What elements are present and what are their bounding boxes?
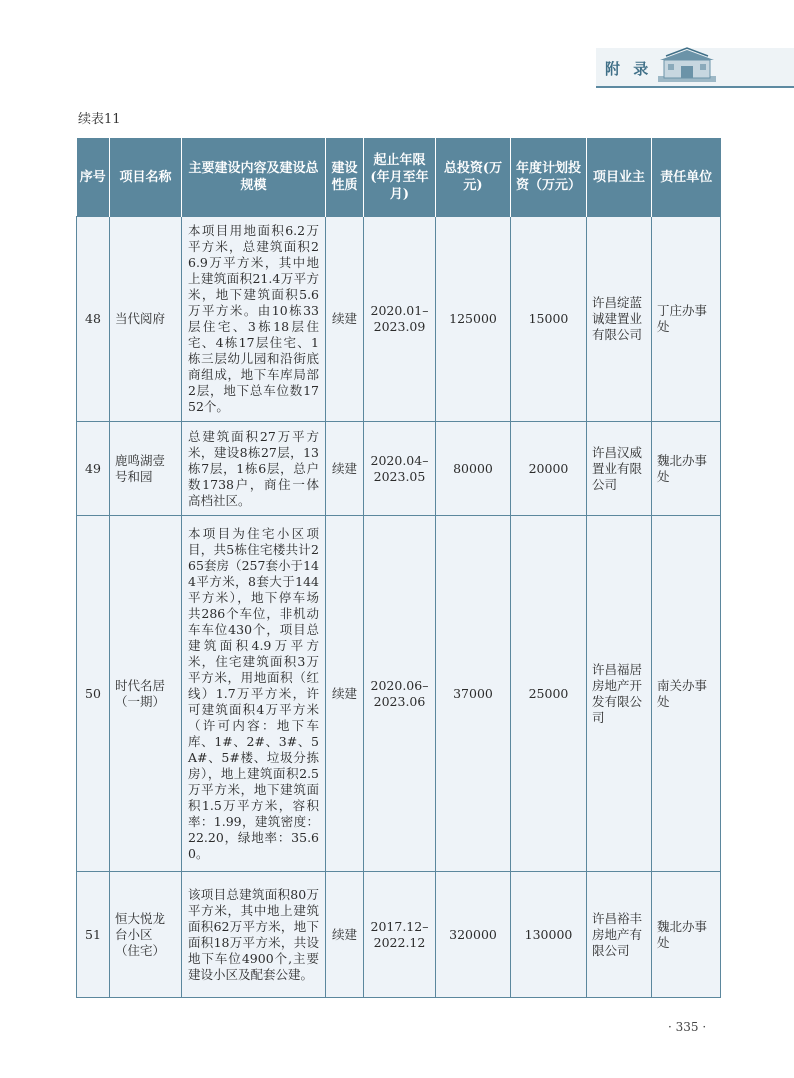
annual-investment: 25000 bbox=[511, 516, 587, 872]
project-period: 2020.04–2023.05 bbox=[364, 422, 436, 516]
project-description: 本项目为住宅小区项目，共5栋住宅楼共计265套房（257套小于144平方米，8套大于144平方米），地下停车场共286个车位，非机动车车位430个，项目总建筑面积4.9万平方米，住宅建筑面积3万平方米，用地面积（红线）1.7万平方米，许可建筑面积4万平方米（许可内容：地下车库、1#、2#、3#、5A#、5#楼、垃圾分拣房），地上建筑面积2.5万平方米，地下建筑面积1.5万平方米，容积率：1.99，建筑密度：22.20，绿地率：35.60。 bbox=[182, 516, 326, 872]
construction-type: 续建 bbox=[326, 422, 364, 516]
project-period: 2020.01–2023.09 bbox=[364, 217, 436, 422]
project-owner: 许昌裕丰房地产有限公司 bbox=[587, 872, 652, 998]
responsible-unit: 魏北办事处 bbox=[652, 872, 721, 998]
row-number: 51 bbox=[77, 872, 110, 998]
total-investment: 125000 bbox=[436, 217, 511, 422]
construction-type: 续建 bbox=[326, 872, 364, 998]
project-owner: 许昌绽蓝诚建置业有限公司 bbox=[587, 217, 652, 422]
project-description: 总建筑面积27万平方米，建设8栋27层，13栋7层，1栋6层，总户数1738户，商住一体高档社区。 bbox=[182, 422, 326, 516]
responsible-unit: 丁庄办事处 bbox=[652, 217, 721, 422]
header-cell: 年度计划投资（万元） bbox=[511, 138, 587, 217]
project-period: 2017.12–2022.12 bbox=[364, 872, 436, 998]
project-name: 时代名居（一期） bbox=[110, 516, 182, 872]
header-cell: 主要建设内容及建设总规模 bbox=[182, 138, 326, 217]
project-name: 当代阅府 bbox=[110, 217, 182, 422]
gate-illustration-icon bbox=[656, 46, 718, 84]
section-title: 附 录 bbox=[605, 60, 653, 78]
project-period: 2020.06–2023.06 bbox=[364, 516, 436, 872]
total-investment: 37000 bbox=[436, 516, 511, 872]
total-investment: 320000 bbox=[436, 872, 511, 998]
header-cell: 责任单位 bbox=[652, 138, 721, 217]
header-cell: 起止年限(年月至年月) bbox=[364, 138, 436, 217]
annual-investment: 130000 bbox=[511, 872, 587, 998]
row-number: 49 bbox=[77, 422, 110, 516]
construction-type: 续建 bbox=[326, 516, 364, 872]
table-row bbox=[77, 422, 721, 516]
table-header-row bbox=[77, 138, 721, 217]
header-cell: 序号 bbox=[77, 138, 110, 217]
total-investment: 80000 bbox=[436, 422, 511, 516]
project-name: 恒大悦龙台小区（住宅） bbox=[110, 872, 182, 998]
row-number: 50 bbox=[77, 516, 110, 872]
table-row bbox=[77, 217, 721, 422]
project-owner: 许昌汉威置业有限公司 bbox=[587, 422, 652, 516]
project-table bbox=[76, 138, 721, 998]
responsible-unit: 魏北办事处 bbox=[652, 422, 721, 516]
responsible-unit: 南关办事处 bbox=[652, 516, 721, 872]
header-cell: 建设性质 bbox=[326, 138, 364, 217]
project-description: 本项目用地面积6.2万平方米，总建筑面积26.9万平方米，其中地上建筑面积21.4万平方米，地下建筑面积5.6万平方米。由10栋33层住宅、3栋18层住宅、4栋17层住宅、1栋三层幼儿园和沿街底商组成，地下车库局部2层，地下总车位数1752个。 bbox=[182, 217, 326, 422]
construction-type: 续建 bbox=[326, 217, 364, 422]
project-owner: 许昌福居房地产开发有限公司 bbox=[587, 516, 652, 872]
project-description: 该项目总建筑面积80万平方米，其中地上建筑面积62万平方米，地下面积18万平方米，共设地下车位4900个,主要建设小区及配套公建。 bbox=[182, 872, 326, 998]
table-row bbox=[77, 872, 721, 998]
header-rule bbox=[596, 86, 794, 88]
row-number: 48 bbox=[77, 217, 110, 422]
annual-investment: 15000 bbox=[511, 217, 587, 422]
header-cell: 项目名称 bbox=[110, 138, 182, 217]
header-cell: 总投资(万元) bbox=[436, 138, 511, 217]
project-name: 鹿鸣湖壹号和园 bbox=[110, 422, 182, 516]
header-cell: 项目业主 bbox=[587, 138, 652, 217]
table-caption: 续表11 bbox=[78, 112, 121, 127]
annual-investment: 20000 bbox=[511, 422, 587, 516]
page-number: · 335 · bbox=[668, 1020, 707, 1034]
table-row bbox=[77, 516, 721, 872]
